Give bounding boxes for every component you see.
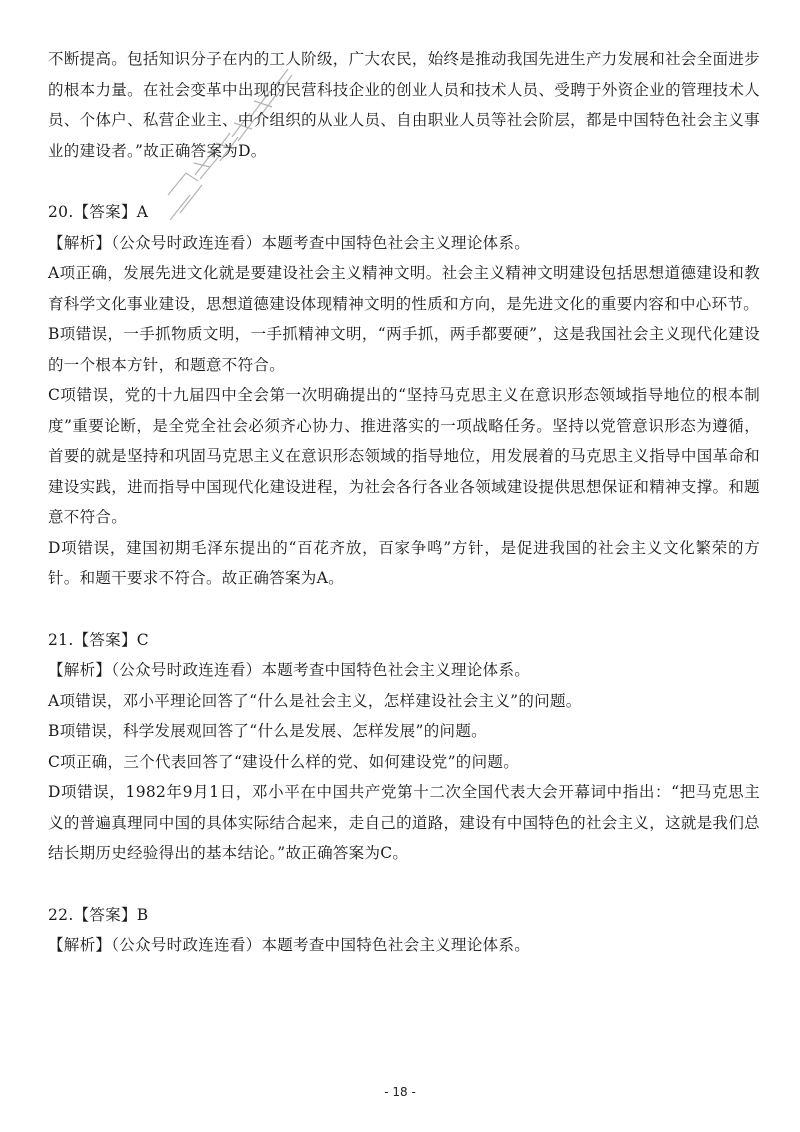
section-spacer [48, 594, 760, 625]
option-b-explanation: B项错误，科学发展观回答了“什么是发展、怎样发展”的问题。 [48, 722, 487, 740]
analysis-line: 【解析】（公众号时政连连看）本题考查中国特色社会主义理论体系。 [48, 233, 531, 252]
intro-paragraph: 不断提高。包括知识分子在内的工人阶级，广大农民，始终是推动我国先进生产力发展和社会全面进步的根本力量。在社会变革中出现的民营科技企业的创业人员和技术人员、受聘于外资企业的管理技术人员、个体户、私营企业主、中介组织的从业人员、自由职业人员等社会阶层，都是中国特色社会主义事业的建设者。”故正确答案为D。 [48, 50, 760, 160]
option-c-explanation: C项正确，三个代表回答了“建设什么样的党、如何建设党”的问题。 [48, 752, 520, 771]
answer-line: 22.【答案】B [48, 905, 149, 924]
option-a-explanation: A项正确，发展先进文化就是要建设社会主义精神文明。社会主义精神文明建设包括思想道德建设和教育科学文化事业建设，思想道德建设体现精神文明的性质和方向，是先进文化的重要内容和中心环节。 [48, 264, 760, 313]
option-a-explanation: A项错误，邓小平理论回答了“什么是社会主义，怎样建设社会主义”的问题。 [48, 691, 582, 710]
question-block-20 [48, 197, 760, 594]
answer-line: 20.【答案】A [48, 203, 149, 221]
document-body [48, 44, 760, 961]
question-block-22 [48, 900, 760, 961]
option-c-explanation: C项错误，党的十九届四中全会第一次明确提出的“坚持马克思主义在意识形态领域指导地位的根本制度”重要论断，是全党全社会必须齐心协力、推进落实的一项战略任务。坚持以党管意识形态为遵循，首要的就是坚持和巩固马克思主义在意识形态领域的指导地位，用发展着的马克思主义指导中国革命和建设实践，进而指导中国现代化建设进程，为社会各行各业各领域建设提供思想保证和精神支撑。和题意不符合。 [48, 386, 760, 526]
question-block-21 [48, 625, 760, 869]
page-number: - 18 - [384, 1085, 416, 1099]
option-d-explanation: D项错误，建国初期毛泽东提出的“百花齐放，百家争鸣”方针，是促进我国的社会主义文化繁荣的方针。和题干要求不符合。故正确答案为A。 [48, 538, 760, 587]
answer-line: 21.【答案】C [48, 630, 149, 649]
option-d-explanation: D项错误，1982年9月1日，邓小平在中国共产党第十二次全国代表大会开幕词中指出：“把马克思主义的普遍真理同中国的具体实际结合起来，走自己的道路，建设有中国特色的社会主义，这就是我们总结长期历史经验得出的基本结论。”故正确答案为C。 [48, 783, 760, 862]
section-spacer [48, 166, 760, 197]
option-b-explanation: B项错误，一手抓物质文明，一手抓精神文明，“两手抓，两手都要硬”，这是我国社会主义现代化建设的一个根本方针，和题意不符合。 [48, 325, 760, 374]
analysis-line: 【解析】（公众号时政连连看）本题考查中国特色社会主义理论体系。 [48, 661, 531, 679]
section-spacer [48, 869, 760, 900]
analysis-line: 【解析】（公众号时政连连看）本题考查中国特色社会主义理论体系。 [48, 936, 531, 954]
